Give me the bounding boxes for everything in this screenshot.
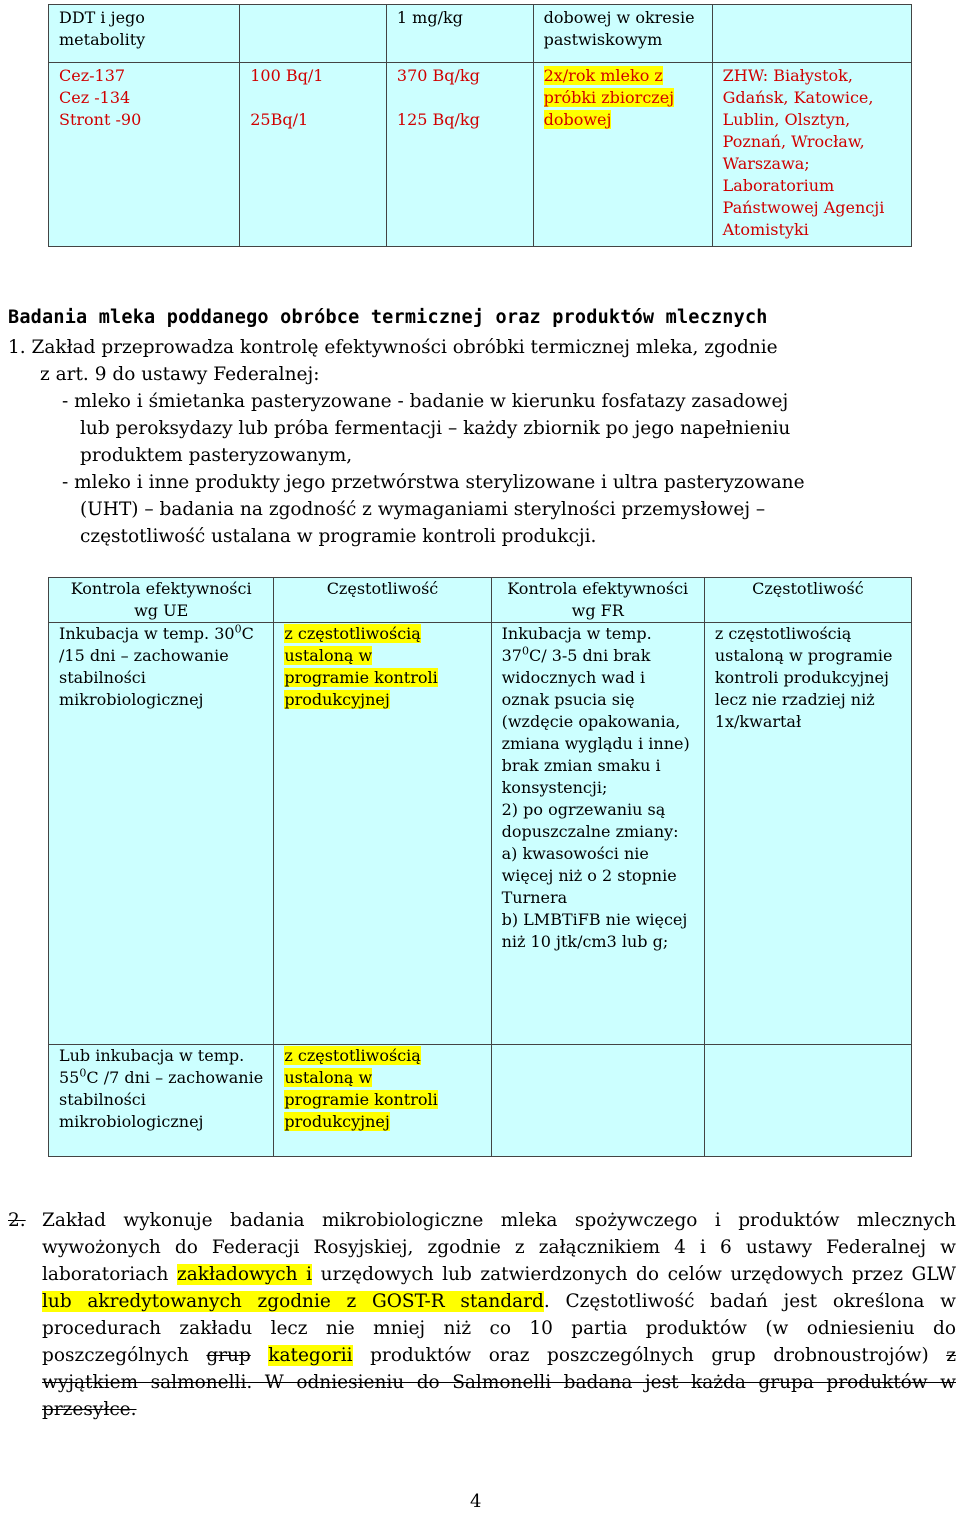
table-row [49, 5, 912, 63]
section-heading: Badania mleka poddanego obróbce termicznej oraz produktów mlecznych [8, 307, 768, 328]
table-row [49, 1045, 912, 1157]
table-cell [491, 623, 704, 1045]
highlighted-text: zakładowych i [177, 1264, 313, 1285]
lab-text: Państwowej Agencji [722, 198, 885, 217]
frequency-text: programie kontroli [284, 668, 438, 687]
frequency-text: z częstotliwością [284, 624, 421, 643]
table-cell [533, 63, 712, 247]
table-row [49, 623, 912, 1045]
highlighted-text: lub akredytowanych zgodnie z GOST-R standard [42, 1291, 544, 1312]
limit-value: 25Bq/1 [250, 110, 309, 129]
frequency-text: ustaloną w [284, 646, 373, 665]
paragraph-line: (UHT) – badania na zgodność z wymaganiami sterylności przemysłowej – [80, 499, 766, 520]
frequency-text: próbki zbiorczej [543, 88, 675, 107]
frequency-text: programie kontroli [284, 1090, 438, 1109]
table-cell [386, 5, 533, 63]
frequency-text: z częstotliwością ustaloną w programie kontroli produkcyjnej lecz nie rzadziej niż 1x/kwartał [714, 624, 893, 731]
table-cell [240, 63, 387, 247]
frequency-text: dobowej w okresie pastwiskowym [543, 8, 695, 49]
paragraph-line: produktem pasteryzowanym, [80, 445, 353, 466]
paragraph-line: częstotliwość ustalana w programie kontroli produkcji. [80, 526, 597, 547]
cell-text: b) LMBTiFB nie więcej niż 10 jtk/cm3 lub g; [501, 910, 688, 951]
paragraph-line: - mleko i inne produkty jego przetwórstwa sterylizowane i ultra pasteryzowane [62, 472, 805, 493]
page-number: 4 [470, 1491, 482, 1512]
paragraph-2 [8, 1207, 956, 1423]
table-cell [712, 63, 911, 247]
table-cell [712, 5, 911, 63]
column-header: Kontrola efektywności wg UE [49, 578, 274, 623]
column-header: Kontrola efektywności wg FR [491, 578, 704, 623]
table-cell [274, 1045, 491, 1157]
lab-text: Lublin, Olsztyn, [722, 110, 851, 129]
table-cell [704, 623, 911, 1045]
struck-text: z wyjątkiem salmonelli. W odniesieniu do Salmonelli badana jest każda grupa produktów w przesyłce. [42, 1345, 956, 1420]
isotope-name: Stront -90 [59, 110, 142, 129]
table-cell [274, 623, 491, 1045]
frequency-text: ustaloną w [284, 1068, 373, 1087]
frequency-text: 2x/rok mleko z [543, 66, 663, 85]
frequency-text: z częstotliwością [284, 1046, 421, 1065]
table-cell [491, 1045, 704, 1157]
lab-text: Warszawa; [722, 154, 810, 173]
lab-text: Gdańsk, Katowice, [722, 88, 874, 107]
struck-text: grup [206, 1345, 251, 1366]
limit-value: 125 Bq/kg [396, 110, 480, 129]
table-header-row [49, 578, 912, 623]
paragraph-number: 2. [8, 1210, 26, 1231]
paragraph-line: z art. 9 do ustawy Federalnej: [40, 364, 320, 385]
paragraph-text: produktów oraz poszczególnych grup drobnoustrojów) [370, 1345, 929, 1366]
highlighted-text: kategorii [268, 1345, 353, 1366]
paragraph-1 [8, 334, 953, 550]
isotope-name: Cez-137 [59, 66, 126, 85]
cell-text: Lub inkubacja w temp. 55 [59, 1046, 245, 1087]
table-cell [49, 5, 240, 63]
table-cell [704, 1045, 911, 1157]
paragraph-body [42, 1207, 956, 1423]
limit-value: 1 mg/kg [396, 8, 463, 27]
paragraph-text: urzędowych lub zatwierdzonych do celów urzędowych przez GLW [320, 1264, 957, 1285]
efficiency-control-table [48, 577, 912, 1157]
limit-value: 100 Bq/1 [250, 66, 324, 85]
limit-value: 370 Bq/kg [396, 66, 480, 85]
column-header: Częstotliwość [274, 578, 491, 623]
cell-text: Inkubacja w temp. 30 [59, 624, 235, 643]
lab-text: ZHW: Białystok, [722, 66, 853, 85]
isotope-name: Cez -134 [59, 88, 131, 107]
paragraph-line: 1. Zakład przeprowadza kontrolę efektywności obróbki termicznej mleka, zgodnie [8, 337, 778, 358]
cell-text: Inkubacja w temp. 37 [501, 624, 652, 665]
superscript: 0 [79, 1066, 87, 1080]
table-cell [49, 1045, 274, 1157]
table-cell [49, 623, 274, 1045]
table-cell [49, 63, 240, 247]
column-header: Częstotliwość [704, 578, 911, 623]
lab-text: Atomistyki [722, 220, 809, 239]
paragraph-text: Zakład wykonuje badania mikrobiologiczne mleka spożywczego i produktów mlecznych wywożonych do Federacji Rosyjskiej, zgodnie z załącznikiem 4 i 6 ustawy Federalnej w laboratoriach [42, 1210, 956, 1285]
lab-text: Poznań, Wrocław, [722, 132, 865, 151]
paragraph-line: - mleko i śmietanka pasteryzowane - badanie w kierunku fosfatazy zasadowej [62, 391, 789, 412]
cell-text: C/ 3-5 dni brak widocznych wad i oznak psucia się (wzdęcie opakowania, zmiana wyglądu i inne) brak zmian smaku i konsystencji; [501, 646, 690, 797]
superscript: 0 [521, 644, 529, 658]
table-cell [240, 5, 387, 63]
frequency-text: dobowej [543, 110, 612, 129]
table-row [49, 63, 912, 247]
superscript: 0 [234, 622, 242, 636]
lab-text: Laboratorium [722, 176, 835, 195]
cell-text: C /7 dni – zachowanie stabilności mikrobiologicznej [59, 1068, 264, 1131]
table-cell [386, 63, 533, 247]
paragraph-text: . Częstotliwość badań jest określona w procedurach zakładu lecz nie mniej niż co 10 partia produktów (w odniesieniu do poszczególnych [42, 1291, 956, 1366]
substance-name: DDT i jego metabolity [59, 8, 146, 49]
contaminants-table [48, 4, 912, 247]
table-cell [533, 5, 712, 63]
cell-text: C /15 dni – zachowanie stabilności mikrobiologicznej [59, 624, 254, 709]
paragraph-line: lub peroksydazy lub próba fermentacji – każdy zbiornik po jego napełnieniu [80, 418, 791, 439]
cell-text: a) kwasowości nie więcej niż o 2 stopnie Turnera [501, 844, 677, 907]
frequency-text: produkcyjnej [284, 690, 390, 709]
cell-text: 2) po ogrzewaniu są dopuszczalne zmiany: [501, 800, 679, 841]
frequency-text: produkcyjnej [284, 1112, 390, 1131]
